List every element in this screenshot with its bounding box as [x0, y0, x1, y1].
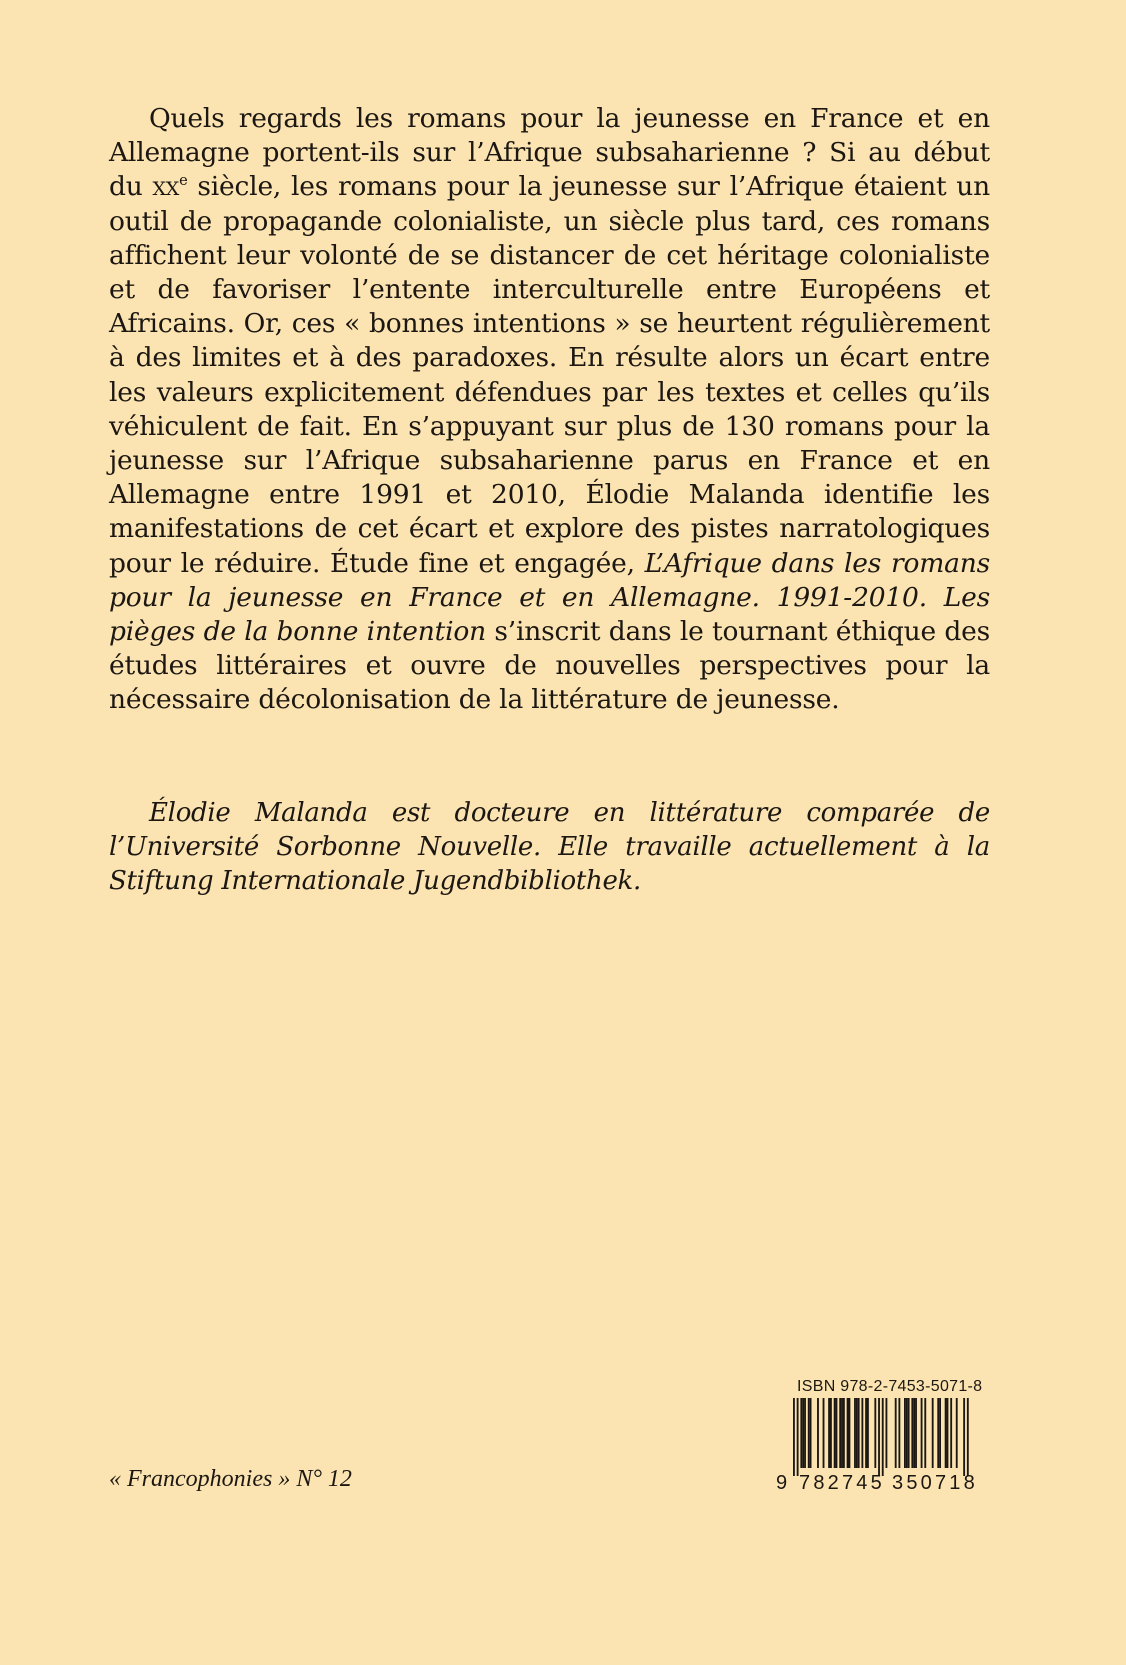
barcode-bar	[823, 1398, 825, 1468]
barcode-bar	[839, 1398, 841, 1468]
barcode-bar	[906, 1398, 908, 1468]
barcode-bar	[886, 1398, 888, 1468]
barcode-bar	[921, 1398, 923, 1468]
barcode-bar	[804, 1398, 806, 1468]
barcode-bar	[836, 1398, 838, 1468]
barcode-bar	[849, 1398, 851, 1468]
barcode-bar	[915, 1398, 917, 1468]
barcode-bar	[950, 1398, 952, 1468]
blurb-text-part3: s’inscrit dans le tournant éthique des études littéraires et ouvre de nouvelles perspectives pour la nécessaire décolonisation de la littérature de jeunesse.	[109, 616, 990, 716]
barcode-bar	[895, 1398, 897, 1468]
barcode-bar	[834, 1398, 836, 1468]
isbn-barcode	[773, 1378, 1003, 1508]
barcode-bar	[878, 1398, 880, 1476]
barcode-bar	[843, 1398, 845, 1468]
barcode-bar	[882, 1398, 884, 1476]
barcode-bar	[932, 1398, 934, 1468]
barcode-bar	[817, 1398, 819, 1468]
ean-first-digit: 9	[776, 1472, 791, 1494]
barcode-bar	[963, 1398, 965, 1476]
author-biography: Élodie Malanda est docteure en littérature comparée de l’Université Sorbonne Nouvelle. Elle travaille actuellement à la Stiftung Internationale Jugendbibliothek.	[109, 798, 990, 896]
ean-right-group: 350718	[892, 1472, 978, 1494]
barcode-bar	[947, 1398, 949, 1468]
book-title: L’Afrique dans les romans pour la jeunesse en France et en Allemagne. 1991-2010. Les pièges de la bonne intention	[109, 547, 990, 648]
barcode-bar	[793, 1398, 795, 1476]
series-label: « Francophonies » N° 12	[109, 1466, 352, 1492]
barcode-bar	[939, 1398, 941, 1468]
century-numeral: xx	[152, 171, 180, 203]
barcode-bar	[908, 1398, 910, 1468]
blurb-text-part2: siècle, les romans pour la jeunesse sur l’Afrique étaient un outil de propagande colonialiste, un siècle plus tard, ces romans affichent leur volonté de se distancer de cet héritage colonialiste et de favoriser l’entente interculturelle entre Européens et Africains. Or, ces « bonnes intentions » se heurtent régulièrement à des limites et à des paradoxes. En résulte alors un écart entre les valeurs explicitement défendues par les textes et celles qu’ils véhiculent de fait. En s’appuyant sur plus de 130 romans pour la jeunesse sur l’Afrique subsaharienne parus en France et en Allemagne entre 1991 et 2010, Élodie Malanda identifie les manifestations de cet écart et explore des pistes narratologiques pour le réduire. Étude fine et engagée,	[109, 171, 990, 579]
barcode-bar	[847, 1398, 849, 1468]
barcode-bar	[904, 1398, 906, 1468]
barcode-bar	[867, 1398, 869, 1468]
barcode-bar	[856, 1398, 858, 1468]
barcode-bars	[773, 1398, 983, 1476]
barcode-bar	[802, 1398, 804, 1468]
blurb-paragraph	[109, 102, 990, 718]
barcode-bar	[924, 1398, 926, 1468]
barcode-bar	[828, 1398, 830, 1468]
barcode-bar	[911, 1398, 913, 1468]
barcode-bar	[830, 1398, 832, 1468]
barcode-bar	[913, 1398, 915, 1468]
barcode-bar	[858, 1398, 860, 1468]
barcode-bar	[841, 1398, 843, 1468]
barcode-bar	[874, 1398, 876, 1468]
isbn-label: ISBN 978-2-7453-5071-8	[797, 1378, 983, 1395]
ean-left-group: 782745	[799, 1472, 885, 1494]
barcode-bar	[797, 1398, 799, 1476]
barcode-bar	[898, 1398, 900, 1468]
barcode-bar	[937, 1398, 939, 1468]
blurb-text-part1: Quels regards les romans pour la jeunesse en France et en Allemagne portent-ils sur l’Afrique subsaharienne ? Si au début du	[109, 103, 990, 203]
barcode-bar	[956, 1398, 958, 1468]
barcode-bar	[967, 1398, 969, 1476]
barcode-bar	[800, 1398, 802, 1468]
barcode-bar	[865, 1398, 867, 1468]
barcode-bar	[810, 1398, 812, 1468]
barcode-bar	[945, 1398, 947, 1468]
century-superscript: e	[179, 172, 188, 190]
barcode-bar	[808, 1398, 810, 1468]
barcode-bar	[854, 1398, 856, 1468]
barcode-bar	[861, 1398, 863, 1468]
